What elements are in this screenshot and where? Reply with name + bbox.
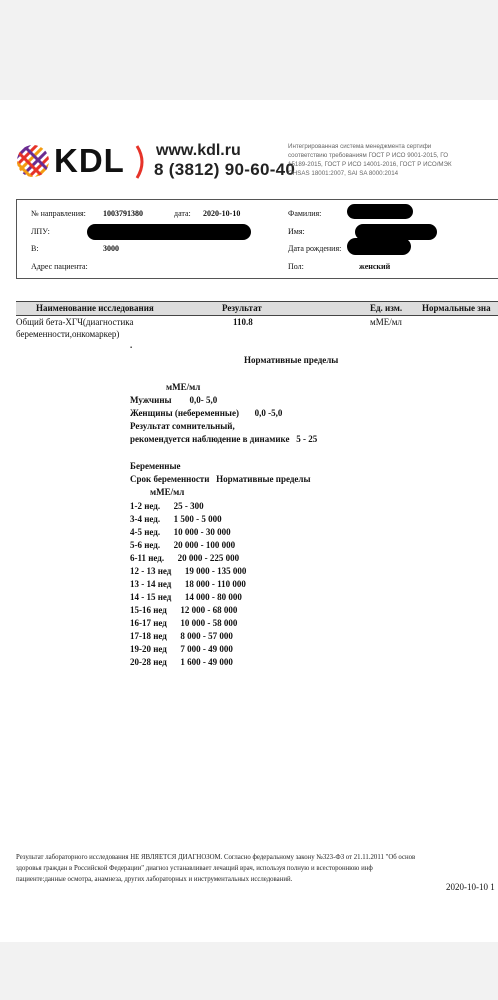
phone-number: 8 (3812) 90-60-40	[154, 160, 296, 179]
name-label: Имя:	[288, 227, 305, 236]
referral-number: 1003791380	[103, 209, 143, 218]
list-item: 19-20 нед 7 000 - 49 000	[130, 644, 233, 654]
dot-mark: .	[130, 340, 133, 350]
col-header-normal: Нормальные зна	[422, 303, 491, 313]
certification-text: Интегрированная система менеджмента сертифи соответствию требованиям ГОСТ Р ИСО 9001-2015, ГО 15189-2015, ГОСТ Р ИСО 14001-2016, ГОСТ Р ИСО/МЭК OHSAS 18001:2007, SAI SA 8000:2014	[288, 143, 452, 177]
test-result: 110.8	[233, 317, 253, 327]
date-label: дата:	[174, 209, 191, 218]
v-value: 3000	[103, 244, 119, 253]
norms-pregnant: Беременные	[130, 461, 181, 471]
kdl-logo-icon	[16, 144, 50, 178]
redaction-mark	[347, 204, 413, 219]
redaction-mark	[87, 224, 251, 240]
redaction-mark	[347, 238, 411, 255]
surname-label: Фамилия:	[288, 209, 322, 218]
birth-date-label: Дата рождения:	[288, 244, 342, 253]
norms-doubtful-line2: рекомендуется наблюдение в динамике 5 - 25	[130, 434, 318, 444]
test-name-line1: Общий бета-ХГЧ(диагностика	[16, 317, 134, 327]
norms-women: Женщины (небеременные) 0,0 -5,0	[130, 408, 283, 418]
sex-value: женский	[359, 262, 391, 271]
logo-text: KDL	[54, 142, 125, 179]
test-name-line2: беременности,онкомаркер)	[16, 329, 120, 339]
kdl-logo	[16, 142, 134, 182]
list-item: 12 - 13 нед 19 000 - 135 000	[130, 566, 247, 576]
col-header-test-name: Наименование исследования	[36, 303, 154, 313]
v-label: В:	[31, 244, 39, 253]
disclaimer-text: Результат лабораторного исследования НЕ ЯВЛЯЕТСЯ ДИАГНОЗОМ. Согласно федеральному закону №323-ФЗ от 21.11.2011 "Об основ здоровья граждан в Российской Федерации" диагноз устанавливает лечащий врач, используя полную и всестороннюю инф пациенте:данные осмотра, анамнеза, других лабораторных и инструментальных исследований.	[16, 854, 416, 883]
report-page	[0, 100, 498, 942]
sex-label: Пол:	[288, 262, 304, 271]
footer-date: 2020-10-10 1	[446, 882, 495, 892]
referral-label: № направления:	[31, 209, 86, 218]
col-header-result: Результат	[222, 303, 262, 313]
norms-doubtful-line1: Результат сомнительный,	[130, 421, 235, 431]
chevron-right-icon	[135, 144, 149, 180]
list-item: 3-4 нед. 1 500 - 5 000	[130, 514, 222, 524]
test-unit: мМЕ/мл	[370, 317, 402, 327]
list-item: 1-2 нед. 25 - 300	[130, 501, 204, 511]
address-label: Адрес пациента:	[31, 262, 88, 271]
norms-title: Нормативные пределы	[244, 355, 339, 365]
list-item: 14 - 15 нед 14 000 - 80 000	[130, 592, 242, 602]
norms-term-header: Срок беременности Нормативные пределы	[130, 474, 311, 484]
list-item: 16-17 нед 10 000 - 58 000	[130, 618, 238, 628]
website-url: www.kdl.ru	[156, 142, 241, 159]
list-item: 20-28 нед 1 600 - 49 000	[130, 657, 233, 667]
list-item: 17-18 нед 8 000 - 57 000	[130, 631, 233, 641]
list-item: 5-6 нед. 20 000 - 100 000	[130, 540, 236, 550]
list-item: 13 - 14 нед 18 000 - 110 000	[130, 579, 246, 589]
list-item: 4-5 нед. 10 000 - 30 000	[130, 527, 231, 537]
referral-date: 2020-10-10	[203, 209, 241, 218]
norms-men: Мужчины 0,0- 5,0	[130, 395, 218, 405]
norms-unit-2: мМЕ/мл	[150, 487, 185, 497]
results-table-header	[16, 301, 498, 316]
norms-unit: мМЕ/мл	[166, 382, 201, 392]
patient-info-box	[16, 199, 498, 279]
lpu-label: ЛПУ:	[31, 227, 50, 236]
list-item: 15-16 нед 12 000 - 68 000	[130, 605, 238, 615]
list-item: 6-11 нед. 20 000 - 225 000	[130, 553, 240, 563]
col-header-unit: Ед. изм.	[370, 303, 403, 313]
